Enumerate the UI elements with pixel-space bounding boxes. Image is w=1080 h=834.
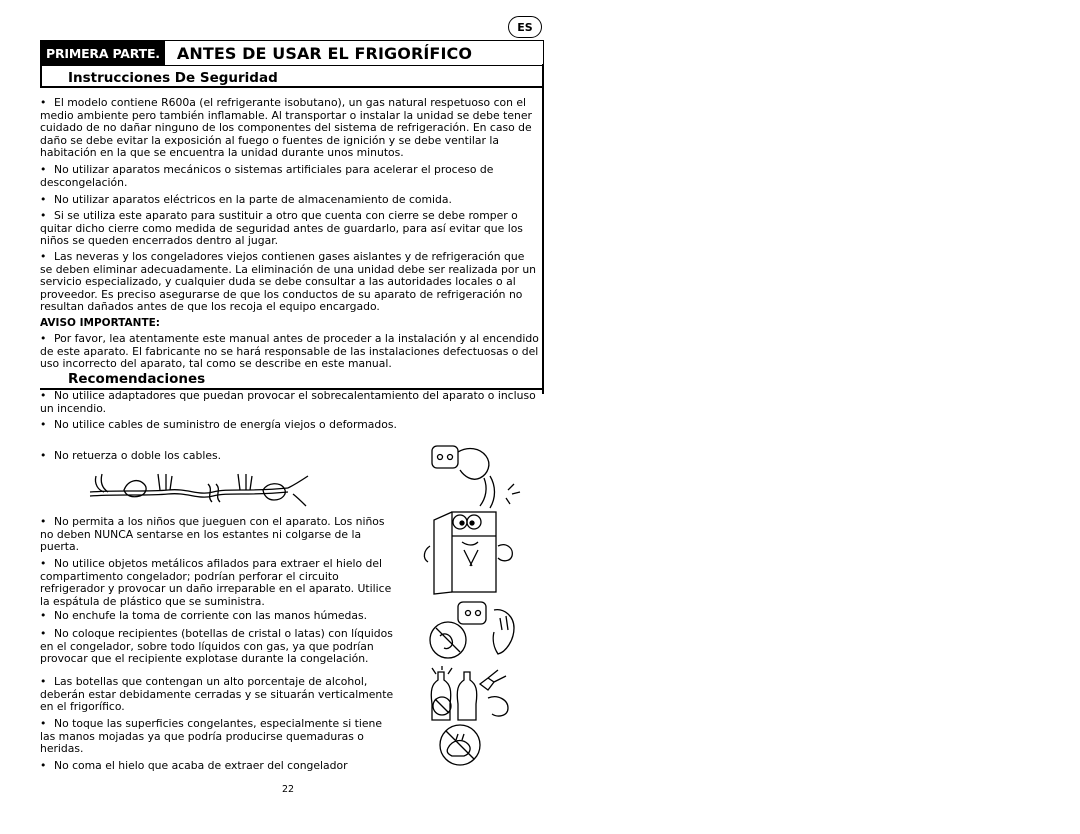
frame-left-line — [40, 64, 42, 87]
recommendation-item: • No coma el hielo que acaba de extraer del congelador — [40, 759, 348, 772]
frame-right-line — [542, 64, 544, 394]
page-number: 22 — [282, 784, 295, 795]
safety-item: • El modelo contiene R600a (el refrigerante isobutano), un gas natural respetuoso con el medio ambiente pero también inflamable. Al transportar o instalar la unidad se debe tener cuidado de no dañar ninguno de los componentes del sistema de refrigeración. En caso de daño se debe evitar la exposición al fuego o fuentes de ignición y se debe ventilar la habitación en la que se encuentra la unidad durante unos minutos. — [40, 96, 532, 160]
recommendation-item: • No retuerza o doble los cables. — [40, 449, 222, 462]
bottles-freezer-illustration — [428, 664, 528, 724]
child-fridge-illustration — [412, 506, 532, 596]
twisted-cable-illustration — [88, 470, 313, 516]
no-wet-hands-illustration — [428, 600, 528, 664]
chapter-header — [40, 40, 544, 66]
recommendation-item: • No utilice cables de suministro de energía viejos o deformados. — [40, 418, 397, 431]
recommendation-item: • No utilice adaptadores que puedan provocar el sobrecalentamiento del aparato o incluso un incendio. — [40, 389, 536, 415]
recommendation-item: • No toque las superficies congelantes, especialmente si tiene las manos mojadas ya que podría producirse quemaduras o heridas. — [40, 717, 382, 756]
chapter-title: ANTES DE USAR EL FRIGORÍFICO — [176, 43, 473, 63]
part-label: PRIMERA PARTE. — [41, 41, 165, 65]
safety-item: • Si se utiliza este aparato para sustituir a otro que cuenta con cierre se debe romper o quitar dicho cierre como medida de seguridad antes de guardarlo, para así evitar que los niños se queden encerrados dentro al jugar. — [40, 209, 523, 248]
recommendation-item: • No enchufe la toma de corriente con las manos húmedas. — [40, 609, 368, 622]
language-badge: ES — [508, 16, 542, 38]
section-rule — [40, 86, 544, 88]
recommendation-item: • No permita a los niños que jueguen con el aparato. Los niños no deben NUNCA sentarse en los estantes ni colgarse de la puerta. — [40, 515, 385, 554]
no-touch-surfaces-illustration — [428, 722, 492, 768]
safety-section-title: Instrucciones De Seguridad — [68, 70, 278, 86]
recommendation-item: • No utilice objetos metálicos afilados para extraer el hielo del compartimento congelador; podrían perforar el circuito refrigerador y provocar un daño irreparable en el aparato. Utilice la espátula de plástico que se suministra. — [40, 557, 392, 608]
recommendation-item: • No coloque recipientes (botellas de cristal o latas) con líquidos en el congelador, sobre todo líquidos con gas, ya que podrían provocar que el recipiente explotase durante la congelación. — [40, 627, 393, 666]
recommendation-item: • Las botellas que contengan un alto porcentaje de alcohol, deberán estar debidamente cerradas y se situarán verticalmente en el frigorífico. — [40, 675, 394, 714]
important-notice-text: • Por favor, lea atentamente este manual antes de proceder a la instalación y al encendido de este aparato. El fabricante no se hará responsable de las instalaciones defectuosas o del uso incorrecto del aparato, tal como se describe en este manual. — [40, 332, 539, 371]
recommendations-section-title: Recomendaciones — [68, 371, 206, 387]
plug-hand-illustration — [424, 440, 534, 510]
safety-item: • No utilizar aparatos eléctricos en la parte de almacenamiento de comida. — [40, 193, 452, 206]
safety-item: • Las neveras y los congeladores viejos contienen gases aislantes y de refrigeración que se deben eliminar adecuadamente. La eliminación de una unidad debe ser realizada por un servicio especializado, y cualquier duda se debe consultar a las autoridades locales o al proveedor. Es preciso asegurarse de que los conductos de su aparato de refrigeración no resultan dañados antes de que los recoja el equipo encargado. — [40, 250, 537, 314]
important-notice-title: AVISO IMPORTANTE: — [40, 317, 160, 329]
safety-item: • No utilizar aparatos mecánicos o sistemas artificiales para acelerar el proceso de descongelación. — [40, 163, 494, 189]
